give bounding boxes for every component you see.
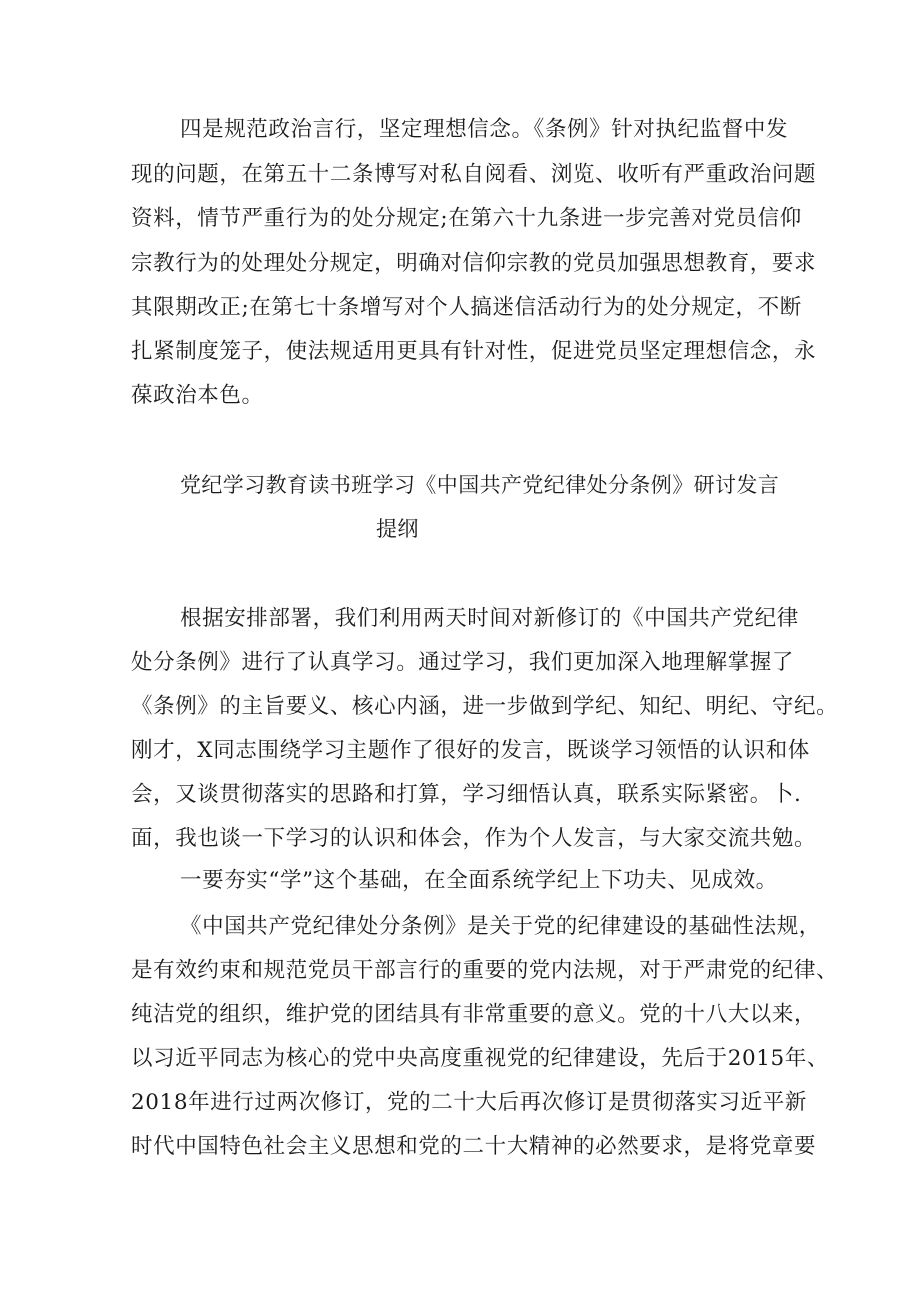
paragraph-line: 现的问题，在第五十二条博写对私自阅看、浏览、收听有严重政治问题 — [131, 162, 817, 187]
paragraph-line: 葆政治本色。 — [131, 383, 264, 408]
paragraph-line: 刚才，X同志围绕学习主题作了很好的发言，既谈学习领悟的认识和体 — [131, 738, 810, 763]
document-title-continued: 提纲 — [376, 517, 419, 541]
paragraph-line: 纯洁党的组织，维护党的团结具有非常重要的意义。党的十八大以来， — [131, 1002, 817, 1027]
paragraph-line: 宗教行为的处理处分规定，明确对信仰宗教的党员加强思想教育，要求 — [131, 251, 817, 276]
paragraph-line: 面，我也谈一下学习的认识和体会，作为个人发言，与大家交流共勉。 — [131, 826, 817, 851]
paragraph-line: 四是规范政治言行，坚定理想信念。《条例》针对执纪监督中发 — [180, 117, 789, 142]
paragraph-line: 2018年进行过两次修订，党的二十大后再次修订是贯彻落实习近平新 — [131, 1090, 807, 1115]
paragraph-line: 《中国共产党纪律处分条例》是关于党的纪律建设的基础性法规， — [180, 914, 821, 939]
paragraph-line: 会，又谈贯彻落实的思路和打算，学习细悟认真，联系实际紧密。卜. — [131, 782, 802, 807]
paragraph-line: 时代中国特色社会主义思想和党的二十大精神的必然要求，是将党章要 — [131, 1134, 817, 1159]
paragraph-line: 以习近平同志为核心的党中央高度重视党的纪律建设，先后于2015年、 — [131, 1046, 830, 1071]
paragraph-line: 《条例》的主旨要义、核心内涵，进一步做到学纪、知纪、明纪、守纪。 — [131, 694, 839, 719]
section-heading: 一要夯实“学”这个基础，在全面系统学纪上下功夫、见成效。 — [180, 868, 778, 893]
paragraph-line: 资料，情节严重行为的处分规定;在第六十九条进一步完善对党员信仰 — [131, 206, 802, 231]
paragraph-line: 处分条例》进行了认真学习。通过学习，我们更加深入地理解掌握了 — [131, 650, 795, 675]
paragraph-line: 扎紧制度笼子，使法规适用更具有针对性，促进党员坚定理想信念，永 — [131, 339, 817, 364]
paragraph-line: 根据安排部署，我们利用两天时间对新修订的《中国共产党纪律 — [180, 606, 799, 631]
document-title: 党纪学习教育读书班学习《中国共产党纪律处分条例》研讨发言 — [180, 473, 780, 497]
paragraph-line: 是有效约束和规范党员干部言行的重要的党内法规，对于严肃党的纪律、 — [131, 958, 839, 983]
paragraph-line: 其限期改正;在第七十条增写对个人搞迷信活动行为的处分规定，不断 — [131, 295, 802, 320]
